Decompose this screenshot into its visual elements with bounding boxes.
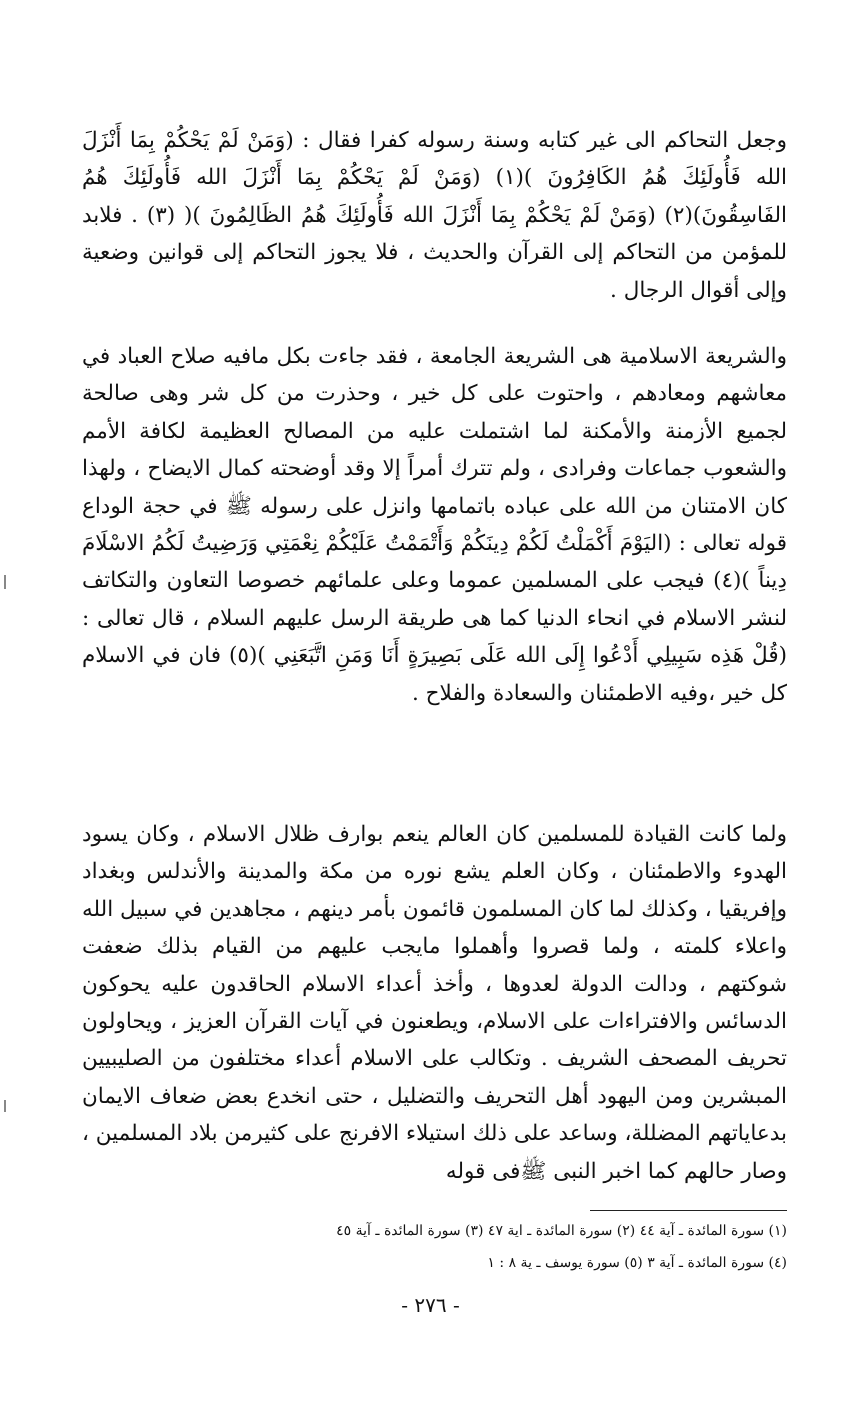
body-paragraph-3: ولما كانت القيادة للمسلمين كان العالم ينعم بوارف ظلال الاسلام ، وكان يسود الهدوء والاطمئنان ، وكان العلم يشع نوره من مكة والمدينة والأندلس وبغداد وإفريقيا ، وكذلك لما كان المسلمون قائمون بأمر دينهم ، مجاهدين في سبيل الله واعلاء كلمته ، ولما قصروا وأهملوا مايجب عليهم من القيام بذلك ضعفت شوكتهم ، ودالت الدولة لعدوها ، وأخذ أعداء الاسلام الحاقدون عليه يحوكون الدسائس والافتراءات على الاسلام، ويطعنون في آيات القرآن العزيز ، ويحاولون تحريف المصحف الشريف . وتكالب على الاسلام أعداء مختلفون من الصليبيين المبشرين ومن اليهود أهل التحريف والتضليل ، حتى انخدع بعض ضعاف الايمان بدعاياتهم المضللة، وساعد على ذلك استيلاء الافرنج على كثيرمن بلاد المسلمين ، وصار حالهم كما اخبر النبى ﷺفى قوله <box>82 822 787 1184</box>
footnote-line-1: (١) سورة المائدة ـ آية ٤٤ (٢) سورة المائدة ـ اية ٤٧ (٣) سورة المائدة ـ آية ٤٥ <box>336 1223 787 1239</box>
scan-edge-mark <box>4 575 6 589</box>
footnote-separator <box>590 1210 787 1211</box>
scan-edge-mark <box>4 1100 6 1112</box>
page-number: - ٢٧٦ - <box>401 1293 460 1317</box>
body-paragraph-2: والشريعة الاسلامية هى الشريعة الجامعة ، فقد جاءت بكل مافيه صلاح العباد في معاشهم ومعادهم ، واحتوت على كل خير ، وحذرت من كل شر وهى صالحة لجميع الأزمنة والأمكنة لما اشتملت عليه من المصالح العظيمة لكافة الأمم والشعوب جماعات وفرادى ، ولم تترك أمراً إلا وقد أوضحته كمال الايضاح ، ولهذا كان الامتنان من الله على عباده باتمامها وانزل على رسوله ﷺ في حجة الوداع قوله تعالى : (اليَوْمَ أَكْمَلْتُ لَكُمْ دِينَكُمْ وَأَتْمَمْتُ عَلَيْكُمْ نِعْمَتِي وَرَضِيتُ لَكُمُ الاسْلَامَ دِيناً )(٤) فيجب على المسلمين عموما وعلى علمائهم خصوصا التعاون والتكاتف لنشر الاسلام في انحاء الدنيا كما هى طريقة الرسل عليهم السلام ، قال تعالى : (قُلْ هَذِه سَبِيلِي أَدْعُوا إِلَى الله عَلَى بَصِيرَةٍ أَنَا وَمَنِ اتَّبَعَنِي )(٥) فان في الاسلام كل خير ،وفيه الاطمئنان والسعادة والفلاح . <box>82 344 788 706</box>
body-paragraph-1: وجعل التحاكم الى غير كتابه وسنة رسوله كفرا فقال : (وَمَنْ لَمْ يَحْكُمْ بِمَا أَنْزَلَ الله فَأُولَئِكَ هُمُ الكَافِرُونَ )(١) (وَمَنْ لَمْ يَحْكُمْ بِمَا أَنْزَلَ الله فَأُولَئِكَ هُمُ الفَاسِقُونَ)(٢) (وَمَنْ لَمْ يَحْكُمْ بِمَا أَنْزَلَ الله فَأُولَئِكَ هُمُ الظَالِمُونَ )( (٣) . فلابد للمؤمن من التحاكم إلى القرآن والحديث ، فلا يجوز التحاكم إلى قوانين وضعية وإلى أقوال الرجال . <box>82 128 787 303</box>
footnote-line-2: (٤) سورة المائدة ـ آية ٣ (٥) سورة يوسف ـ ية ٨ : ١ <box>487 1255 787 1271</box>
